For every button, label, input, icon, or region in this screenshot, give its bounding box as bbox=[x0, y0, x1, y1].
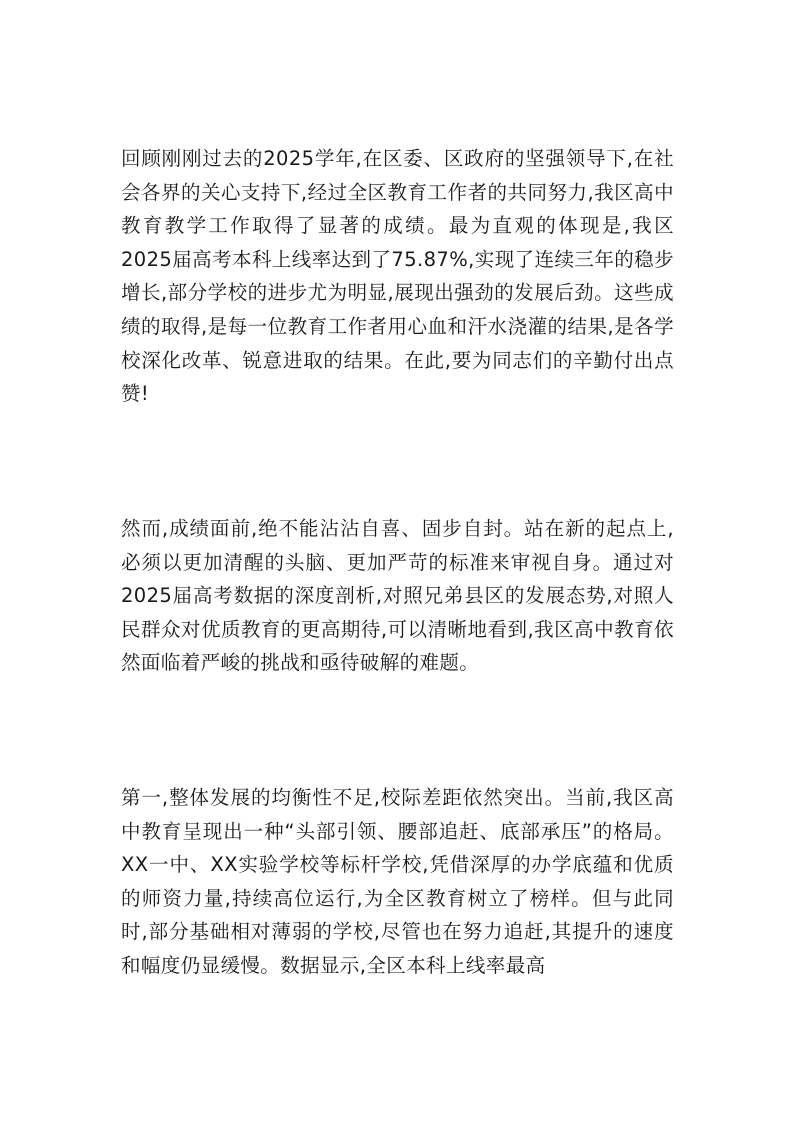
paragraph-first-issue: 第一,整体发展的均衡性不足,校际差距依然突出。当前,我区高中教育呈现出一种“头部引领、腰部追赶、底部承压”的格局。XX一中、XX实验学校等标杆学校,凭借深厚的办学底蕴和优质的师资力量,持续高位运行,为全区教育树立了榜样。但与此同时,部分基础相对薄弱的学校,尽管也在努力追赶,其提升的速度和幅度仍显缓慢。数据显示,全区本科上线率最高 bbox=[121, 786, 674, 977]
paragraph-review: 回顾刚刚过去的2025学年,在区委、区政府的坚强领导下,在社会各界的关心支持下,经过全区教育工作者的共同努力,我区高中教育教学工作取得了显著的成绩。最为直观的体现是,我区2025届高考本科上线率达到了75.87%,实现了连续三年的稳步增长,部分学校的进步尤为明显,展现出强劲的发展后劲。这些成绩的取得,是每一位教育工作者用心血和汗水浇灌的结果,是各学校深化改革、锐意进取的结果。在此,要为同志们的辛勤付出点赞! bbox=[121, 147, 674, 406]
paragraph-challenges: 然而,成绩面前,绝不能沾沾自喜、固步自封。站在新的起点上,必须以更加清醒的头脑、更加严苛的标准来审视自身。通过对2025届高考数据的深度剖析,对照兄弟县区的发展态势,对照人民群众对优质教育的更高期待,可以清晰地看到,我区高中教育依然面临着严峻的挑战和亟待破解的难题。 bbox=[121, 517, 674, 675]
